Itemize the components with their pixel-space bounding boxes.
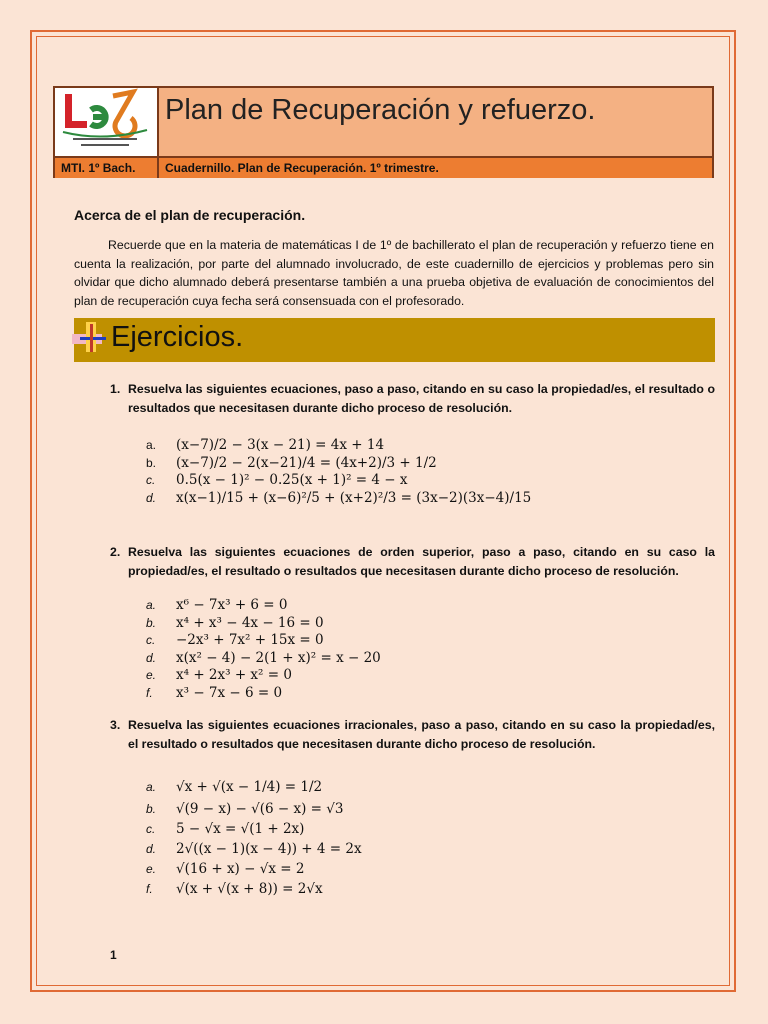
list-item bbox=[146, 820, 362, 840]
list-item bbox=[146, 778, 362, 800]
item-label: e. bbox=[146, 668, 157, 682]
item-label: d. bbox=[146, 650, 157, 665]
item-equation: x⁴ + x³ − 4x − 16 = 0 bbox=[176, 614, 324, 631]
list-item bbox=[146, 684, 381, 702]
item-label: a. bbox=[146, 438, 157, 452]
item-label: b. bbox=[146, 455, 157, 470]
list-item bbox=[146, 880, 362, 900]
item-equation: x³ − 7x − 6 = 0 bbox=[176, 684, 283, 701]
question-number: 2. bbox=[110, 545, 121, 559]
question-number: 1. bbox=[110, 382, 121, 396]
item-equation: √(x + √(x + 8)) = 2√x bbox=[176, 881, 323, 897]
list-item bbox=[146, 666, 381, 684]
item-label: c. bbox=[146, 633, 156, 647]
document-subtitle: Cuadernillo. Plan de Recuperación. 1º trimestre. bbox=[165, 161, 439, 175]
section-title: Ejercicios. bbox=[111, 321, 244, 353]
item-label: b. bbox=[146, 802, 157, 816]
school-logo bbox=[55, 88, 159, 156]
document-title: Plan de Recuperación y refuerzo. bbox=[165, 94, 596, 126]
item-label: b. bbox=[146, 615, 157, 630]
item-equation: √(16 + x) − √x = 2 bbox=[176, 861, 305, 877]
list-item bbox=[146, 489, 531, 507]
item-equation: x(x−1)/15 + (x−6)²/5 + (x+2)²/3 = (3x−2)(3x−4)/15 bbox=[176, 489, 532, 506]
document-header bbox=[53, 86, 714, 178]
header-subtitle-row bbox=[55, 156, 712, 178]
list-item bbox=[146, 471, 531, 489]
list-item bbox=[146, 436, 531, 454]
item-equation: √(9 − x) − √(6 − x) = √3 bbox=[176, 801, 344, 817]
question-number: 3. bbox=[110, 718, 121, 732]
item-equation: x⁶ − 7x³ + 6 = 0 bbox=[176, 597, 288, 613]
item-label: c. bbox=[146, 822, 156, 836]
item-label: e. bbox=[146, 862, 157, 876]
list-item bbox=[146, 596, 381, 614]
item-label: d. bbox=[146, 842, 157, 856]
list-item bbox=[146, 614, 381, 632]
school-logo-icon bbox=[55, 88, 155, 152]
page-number: 1 bbox=[110, 948, 117, 962]
section-marker-icon bbox=[72, 320, 108, 356]
list-item bbox=[146, 631, 381, 649]
about-heading: Acerca de el plan de recuperación. bbox=[74, 207, 306, 223]
question-text: Resuelva las siguientes ecuaciones de orden superior, paso a paso, citando en su caso la propiedad/es, el resultado o resultados que necesitasen durante dicho proceso de resolución. bbox=[128, 545, 715, 578]
about-paragraph: Recuerde que en la materia de matemáticas I de 1º de bachillerato el plan de recuperación y refuerzo tiene en cuenta la realización, por parte del alumnado involucrado, de este cuadernillo de ejercicios y problemas pero sin olvidar que dicho alumnado deberá presentarse también a una prueba objetiva de evaluación de conocimientos del plan de recuperación cuya fecha será consensuada con el profesorado. bbox=[74, 238, 714, 308]
item-equation: 0.5(x − 1)² − 0.25(x + 1)² = 4 − x bbox=[176, 472, 408, 488]
list-item bbox=[146, 649, 381, 667]
course-label: MTI. 1º Bach. bbox=[55, 158, 159, 178]
item-label: d. bbox=[146, 490, 157, 505]
item-equation: 2√((x − 1)(x − 4)) + 4 = 2x bbox=[176, 841, 362, 857]
question-2 bbox=[110, 543, 715, 580]
question-text: Resuelva las siguientes ecuaciones, paso a paso, citando en su caso la propiedad/es, el resultado o resultados que necesitasen durante dicho proceso de resolución. bbox=[128, 382, 715, 415]
question-3-items bbox=[146, 778, 362, 900]
item-label: c. bbox=[146, 473, 156, 487]
list-item bbox=[146, 860, 362, 880]
question-1-items bbox=[146, 436, 531, 506]
item-equation: (x−7)/2 − 2(x−21)/4 = (4x+2)/3 + 1/2 bbox=[176, 454, 437, 471]
item-equation: −2x³ + 7x² + 15x = 0 bbox=[176, 632, 324, 648]
question-3 bbox=[110, 716, 715, 753]
page-border-inner bbox=[36, 36, 730, 986]
item-equation: 5 − √x = √(1 + 2x) bbox=[176, 821, 305, 837]
question-text: Resuelva las siguientes ecuaciones irracionales, paso a paso, citando en su caso la propiedad/es, el resultado o resultados que necesitasen durante dicho proceso de resolución. bbox=[128, 718, 715, 751]
question-2-items bbox=[146, 596, 381, 701]
document-title-cell bbox=[159, 88, 712, 156]
list-item bbox=[146, 800, 362, 820]
item-label: a. bbox=[146, 598, 157, 612]
item-label: f. bbox=[146, 882, 153, 896]
item-equation: x(x² − 4) − 2(1 + x)² = x − 20 bbox=[176, 649, 381, 666]
item-label: a. bbox=[146, 780, 157, 794]
list-item bbox=[146, 454, 531, 472]
item-equation: x⁴ + 2x³ + x² = 0 bbox=[176, 667, 292, 683]
item-equation: √x + √(x − 1/4) = 1/2 bbox=[176, 779, 323, 795]
item-equation: (x−7)/2 − 3(x − 21) = 4x + 14 bbox=[176, 437, 385, 453]
question-1 bbox=[110, 380, 715, 417]
item-label: f. bbox=[146, 685, 153, 700]
list-item bbox=[146, 840, 362, 860]
